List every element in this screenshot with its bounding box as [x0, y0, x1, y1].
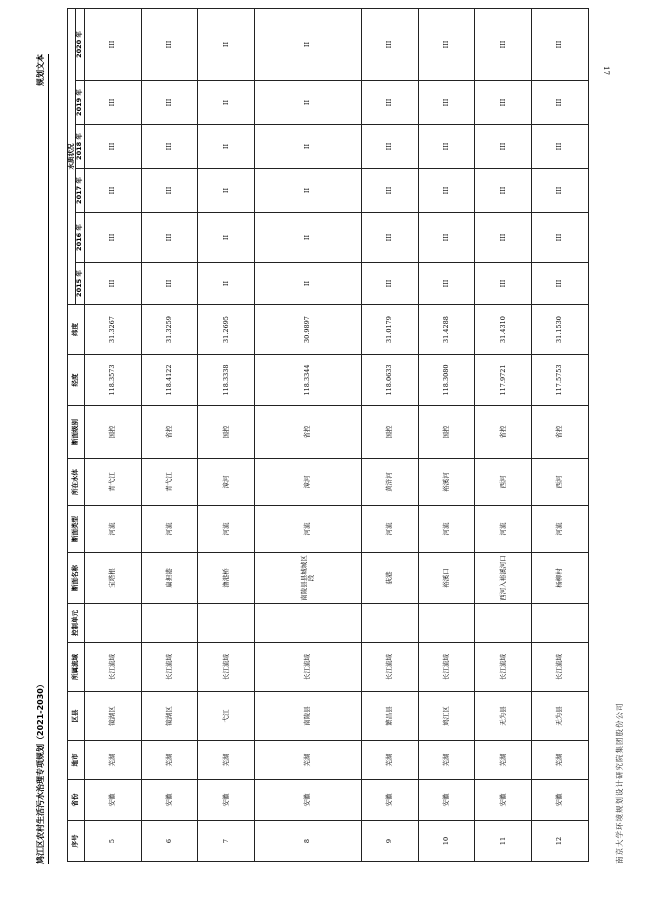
table-cell: 30.9897 [255, 305, 362, 355]
table-cell: 9 [361, 821, 418, 862]
table-cell: 杨柳村 [532, 553, 589, 604]
table-cell: 河流 [255, 506, 362, 553]
table-cell: III [361, 213, 418, 263]
table-cell: 长江流域 [84, 643, 141, 692]
page-header [34, 54, 49, 864]
table-cell: 芜湖 [532, 741, 589, 780]
table-cell: III [475, 263, 532, 305]
table-row [532, 8, 589, 861]
table-cell: III [418, 125, 475, 169]
table-cell: III [141, 213, 198, 263]
table-cell: II [198, 213, 255, 263]
table-body [84, 8, 588, 861]
table-cell: 国控 [84, 406, 141, 459]
table-cell: 芜湖 [361, 741, 418, 780]
table-cell [198, 604, 255, 643]
col-header: 控制单元 [68, 604, 85, 643]
table-cell: II [255, 8, 362, 80]
table-cell: III [141, 169, 198, 213]
table-cell: III [84, 81, 141, 125]
table-cell: 118.4122 [141, 355, 198, 406]
table-cell: II [198, 263, 255, 305]
col-header: 2015 年 [76, 263, 84, 305]
table-cell: 裕溪口 [418, 553, 475, 604]
col-header: 地市 [68, 741, 85, 780]
table-cell: 10 [418, 821, 475, 862]
table-cell: 芜湖 [418, 741, 475, 780]
table-cell: 河流 [198, 506, 255, 553]
col-header: 纬度 [68, 305, 85, 355]
table-cell: III [361, 263, 418, 305]
table-cell [361, 604, 418, 643]
table-cell: 安徽 [255, 780, 362, 821]
table-cell: III [475, 169, 532, 213]
table-cell: III [361, 125, 418, 169]
table-cell: 31.3267 [84, 305, 141, 355]
table-cell: 31.4310 [475, 305, 532, 355]
table-cell: 117.9721 [475, 355, 532, 406]
table-cell: 长江流域 [418, 643, 475, 692]
table-cell: II [255, 169, 362, 213]
table-cell: 安徽 [141, 780, 198, 821]
table-cell [418, 604, 475, 643]
table-cell: 6 [141, 821, 198, 862]
table-cell: III [532, 8, 589, 80]
table-cell: 11 [475, 821, 532, 862]
table-cell: III [84, 125, 141, 169]
table-cell: III [532, 263, 589, 305]
table-cell: 荻港 [361, 553, 418, 604]
table-cell: 河流 [84, 506, 141, 553]
table-cell: III [141, 125, 198, 169]
table-row [475, 8, 532, 861]
table-cell: III [475, 8, 532, 80]
table-cell: III [84, 213, 141, 263]
table-cell: 国控 [361, 406, 418, 459]
water-quality-table [67, 8, 589, 862]
col-header: 断面类型 [68, 506, 85, 553]
col-header: 2020 年 [76, 8, 84, 80]
table-cell: 芜湖 [141, 741, 198, 780]
table-row [255, 8, 362, 861]
table-cell: II [198, 169, 255, 213]
table-cell: III [532, 125, 589, 169]
table-cell: 国控 [198, 406, 255, 459]
table-cell [84, 604, 141, 643]
table-cell: 青弋江 [84, 459, 141, 506]
table-cell: 河流 [532, 506, 589, 553]
table-row [418, 8, 475, 861]
table-cell: 118.3080 [418, 355, 475, 406]
col-header: 2017 年 [76, 169, 84, 213]
table-cell: III [141, 263, 198, 305]
table-cell: 长江流域 [361, 643, 418, 692]
table-cell: 117.5753 [532, 355, 589, 406]
table-row [84, 8, 141, 861]
table-cell: 西河 [532, 459, 589, 506]
table-cell: II [198, 81, 255, 125]
table-cell: 无为县 [532, 692, 589, 741]
table-cell: III [84, 8, 141, 80]
table-cell: 31.1530 [532, 305, 589, 355]
table-cell: 宝塔根 [84, 553, 141, 604]
table-cell: 裕溪河 [418, 459, 475, 506]
table-cell [255, 604, 362, 643]
table-row [141, 8, 198, 861]
table-cell: 12 [532, 821, 589, 862]
table-cell: 7 [198, 821, 255, 862]
table-cell: II [198, 125, 255, 169]
table-cell: III [84, 263, 141, 305]
col-header: 省份 [68, 780, 85, 821]
table-cell: III [84, 169, 141, 213]
table-cell: 芜湖 [475, 741, 532, 780]
col-header: 2019 年 [76, 81, 84, 125]
table-cell: 河流 [418, 506, 475, 553]
table-cell: 繁昌县 [361, 692, 418, 741]
table-cell: 无为县 [475, 692, 532, 741]
section-label: 规划文本 [36, 54, 45, 86]
table-cell: III [532, 169, 589, 213]
water-quality-group-header: 水质状况 [68, 8, 76, 304]
table-cell: 镜湖区 [84, 692, 141, 741]
table-cell: 省控 [475, 406, 532, 459]
table-cell: 漳河 [255, 459, 362, 506]
table-cell: 118.0633 [361, 355, 418, 406]
page-number: 17 [602, 66, 610, 75]
table-cell: III [418, 81, 475, 125]
table-row [198, 8, 255, 861]
col-header: 断面名称 [68, 553, 85, 604]
table-cell: 青弋江 [141, 459, 198, 506]
table-cell: 5 [84, 821, 141, 862]
table-cell: 西河 [475, 459, 532, 506]
table-cell: 安徽 [84, 780, 141, 821]
table-cell: III [361, 81, 418, 125]
table-cell: II [255, 263, 362, 305]
table-cell: 31.2695 [198, 305, 255, 355]
table-cell: II [255, 213, 362, 263]
table-cell: 118.3338 [198, 355, 255, 406]
table-row [361, 8, 418, 861]
table-cell: 118.3573 [84, 355, 141, 406]
table-cell: 省控 [532, 406, 589, 459]
table-cell: III [418, 213, 475, 263]
table-cell: 长江流域 [532, 643, 589, 692]
table-cell: 长江流域 [255, 643, 362, 692]
table-cell: 河流 [475, 506, 532, 553]
table-cell: 西河入裕溪河口 [475, 553, 532, 604]
table-cell: 31.0179 [361, 305, 418, 355]
col-header: 区县 [68, 692, 85, 741]
table-cell: II [255, 81, 362, 125]
table-cell: III [418, 8, 475, 80]
table-cell: 8 [255, 821, 362, 862]
table-cell: II [255, 125, 362, 169]
col-header: 经度 [68, 355, 85, 406]
table-cell: 安徽 [475, 780, 532, 821]
table-cell: 安徽 [418, 780, 475, 821]
table-cell: 河流 [361, 506, 418, 553]
col-header: 所属流域 [68, 643, 85, 692]
table-cell: 长江流域 [198, 643, 255, 692]
col-header: 断面级别 [68, 406, 85, 459]
table-cell: 扁担港 [141, 553, 198, 604]
col-header: 序号 [68, 821, 85, 862]
table-cell: 漳河 [198, 459, 255, 506]
table-cell: 弋江 [198, 692, 255, 741]
table-cell: 镜湖区 [141, 692, 198, 741]
table-cell: 安徽 [198, 780, 255, 821]
table-cell: 南陵县 [255, 692, 362, 741]
col-header: 2018 年 [76, 125, 84, 169]
table-cell: 31.4288 [418, 305, 475, 355]
table-cell: 省控 [141, 406, 198, 459]
table-cell: III [475, 125, 532, 169]
table-cell: 国控 [418, 406, 475, 459]
table-cell: 南陵县县城城区段 [255, 553, 362, 604]
table-cell: 河流 [141, 506, 198, 553]
table-cell: 省控 [255, 406, 362, 459]
table-cell: 芜湖 [255, 741, 362, 780]
table-cell: III [532, 213, 589, 263]
table-cell: 澛港桥 [198, 553, 255, 604]
table-cell: III [361, 169, 418, 213]
table-cell: III [361, 8, 418, 80]
col-header: 所在水体 [68, 459, 85, 506]
table-cell: 黄浒河 [361, 459, 418, 506]
table-cell: III [532, 81, 589, 125]
document-title: 鸠江区农村生活污水治理专项规划（2021-2030） [36, 680, 45, 864]
table-cell: III [141, 81, 198, 125]
table-cell: III [418, 263, 475, 305]
table-cell: 31.3259 [141, 305, 198, 355]
table-cell [532, 604, 589, 643]
table-cell: III [475, 81, 532, 125]
table-cell: III [475, 213, 532, 263]
footer-org: 南京大学环境规划设计研究院集团股份公司 [615, 702, 624, 864]
table-cell [475, 604, 532, 643]
table-cell: 鸠江区 [418, 692, 475, 741]
table-cell: 芜湖 [84, 741, 141, 780]
table-cell: 安徽 [361, 780, 418, 821]
table-cell [141, 604, 198, 643]
table-cell: III [141, 8, 198, 80]
table-cell: 长江流域 [141, 643, 198, 692]
table-cell: 安徽 [532, 780, 589, 821]
table-cell: 长江流域 [475, 643, 532, 692]
col-header: 2016 年 [76, 213, 84, 263]
table-cell: III [418, 169, 475, 213]
table-cell: II [198, 8, 255, 80]
table-cell: 118.3344 [255, 355, 362, 406]
table-cell: 芜湖 [198, 741, 255, 780]
